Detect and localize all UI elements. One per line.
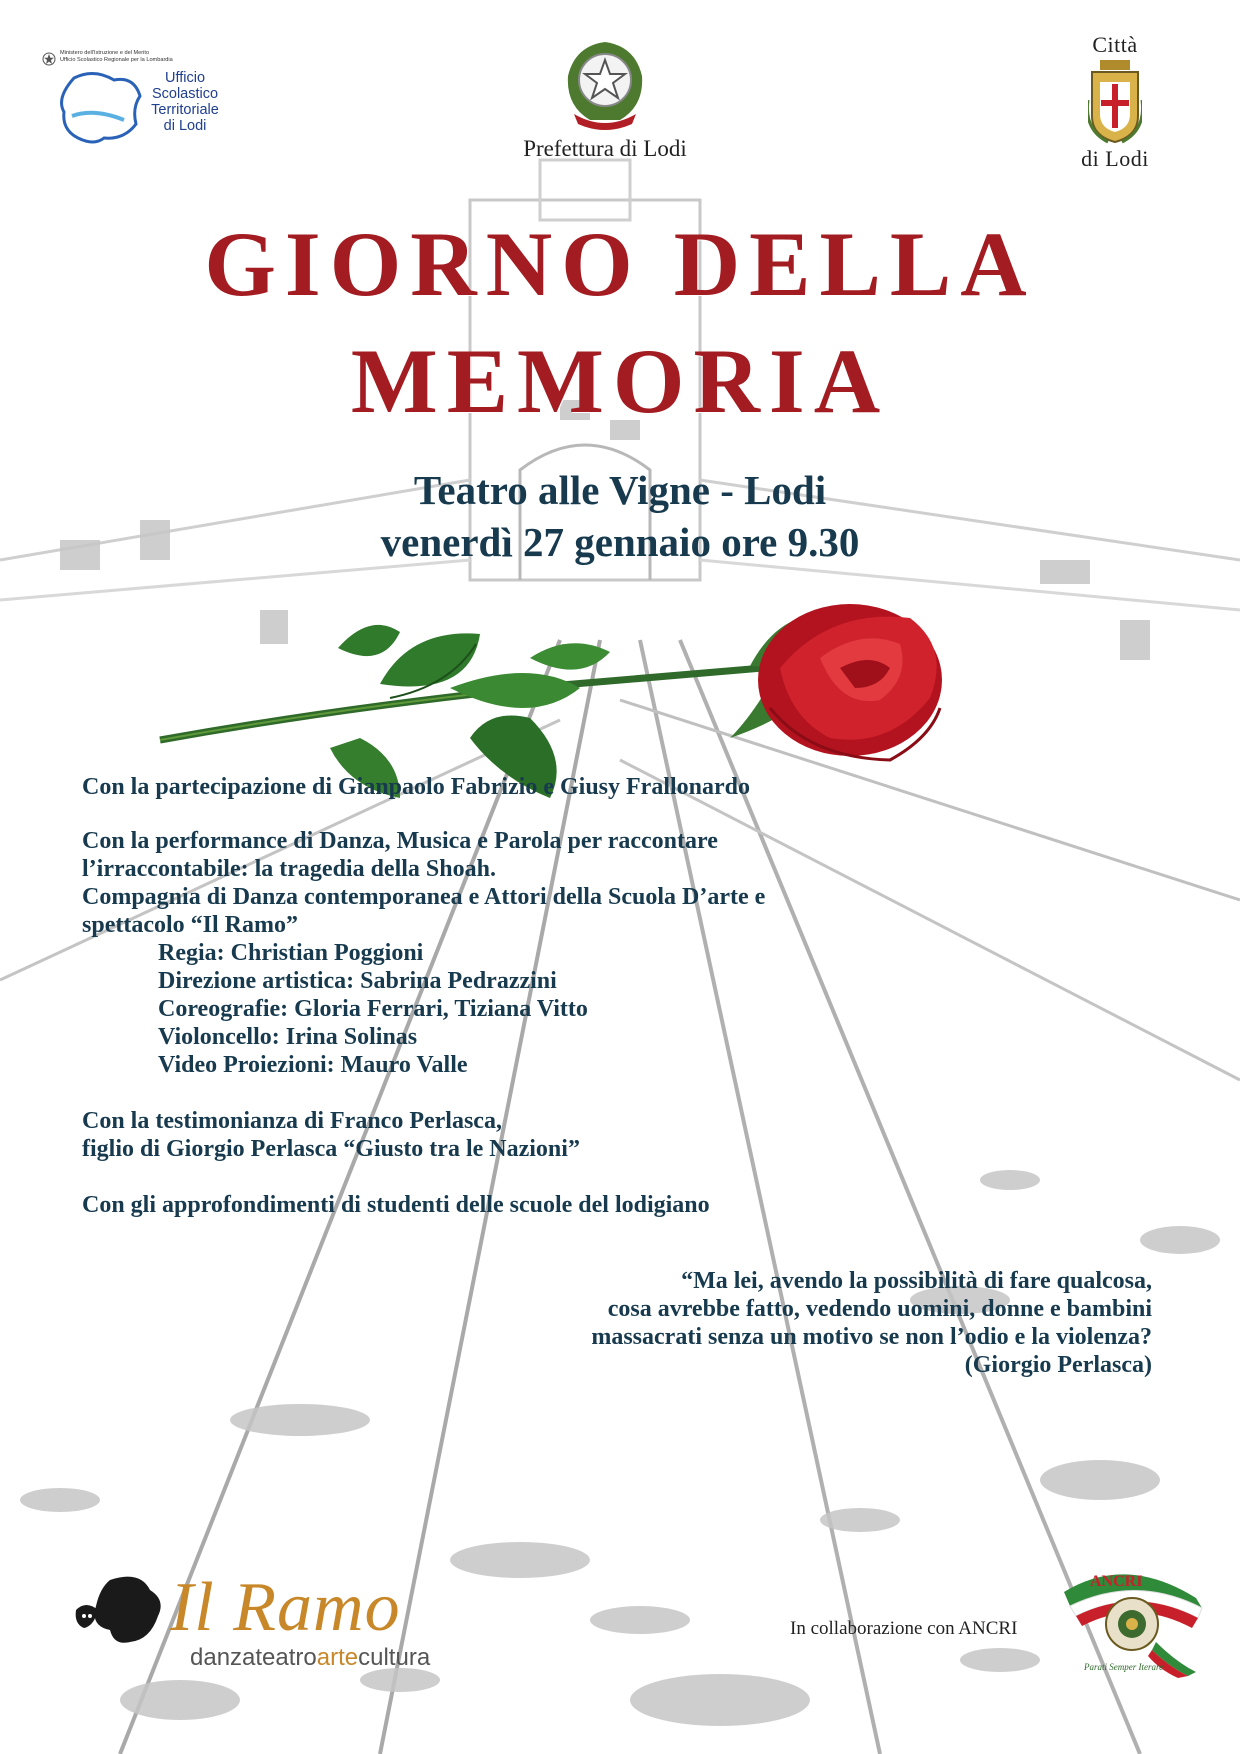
ministry-text (60, 50, 173, 64)
ancri-motto: Parati Semper Iterare (1084, 1662, 1164, 1672)
ust-title-line-2: Scolastico (151, 86, 219, 102)
ministry-line-2: Ufficio Scolastico Regionale per la Lombardia (60, 57, 173, 63)
theatre-masks-icon (70, 1570, 170, 1650)
prefettura-label: Prefettura di Lodi (523, 136, 687, 161)
title-line-2: MEMORIA (350, 330, 890, 432)
ust-title (130, 70, 240, 134)
performance-line-2: l’irraccontabile: la tragedia della Shoah. (82, 856, 496, 882)
credit-coreografie: Coreografie: Gloria Ferrari, Tiziana Vitto (158, 996, 588, 1022)
ramo-sub-danza: danza (190, 1644, 256, 1671)
city-shield-icon (1088, 60, 1142, 144)
il-ramo-subtitle (190, 1644, 430, 1672)
company-line-1: Compagnia di Danza contemporanea e Attori della Scuola D’arte e (82, 884, 766, 910)
republic-emblem-icon (42, 52, 56, 66)
ramo-sub-cultura: cultura (358, 1644, 431, 1671)
ust-title-line-3: Territoriale (151, 102, 219, 118)
citta-label: Città (1092, 32, 1138, 57)
credit-direzione: Direzione artistica: Sabrina Pedrazzini (158, 968, 557, 994)
ust-title-line-4: di Lodi (163, 118, 207, 134)
event-datetime: venerdì 27 gennaio ore 9.30 (380, 519, 860, 565)
ramo-sub-arte: arte (316, 1644, 359, 1671)
ministry-line-1: Ministero dell'Istruzione e del Merito (60, 50, 150, 56)
venue: Teatro alle Vigne - Lodi (413, 467, 827, 513)
il-ramo-logo (70, 1564, 440, 1674)
quote-author: (Giorgio Perlasca) (964, 1352, 1152, 1378)
il-ramo-name: Il Ramo (170, 1569, 401, 1646)
citta-di-lodi-logo (1060, 32, 1170, 172)
ramo-sub-teatro: teatro (255, 1644, 317, 1671)
performance-line-1: Con la performance di Danza, Musica e Parola per raccontare (82, 828, 718, 854)
testimony-line-2: figlio di Giorgio Perlasca “Giusto tra le Nazioni” (82, 1136, 580, 1162)
italian-republic-emblem-icon (560, 36, 650, 131)
di-lodi-label: di Lodi (1081, 146, 1149, 171)
ust-lodi-logo (38, 52, 228, 152)
credit-violoncello: Violoncello: Irina Solinas (158, 1024, 418, 1050)
participation-text: Con la partecipazione di Gianpaolo Fabrizio e Giusy Frallonardo (82, 774, 751, 800)
ancri-logo (1056, 1562, 1206, 1680)
quote-line-3: massacrati senza un motivo se non l’odio e la violenza? (591, 1324, 1152, 1350)
company-line-2: spettacolo “Il Ramo” (82, 912, 298, 938)
credit-regia: Regia: Christian Poggioni (158, 940, 424, 966)
quote-line-1: “Ma lei, avendo la possibilità di fare qualcosa, (681, 1268, 1152, 1294)
testimony-line-1: Con la testimonianza di Franco Perlasca, (82, 1108, 502, 1134)
title-line-1: GIORNO DELLA (204, 213, 1036, 315)
students-text: Con gli approfondimenti di studenti delle scuole del lodigiano (82, 1192, 710, 1218)
quote-line-2: cosa avrebbe fatto, vedendo uomini, donne e bambini (607, 1296, 1152, 1322)
ancri-name: ANCRI (1090, 1573, 1143, 1590)
credit-video: Video Proiezioni: Mauro Valle (158, 1052, 468, 1078)
ust-title-line-1: Ufficio (164, 70, 206, 86)
collaboration-text: In collaborazione con ANCRI (790, 1618, 1018, 1639)
